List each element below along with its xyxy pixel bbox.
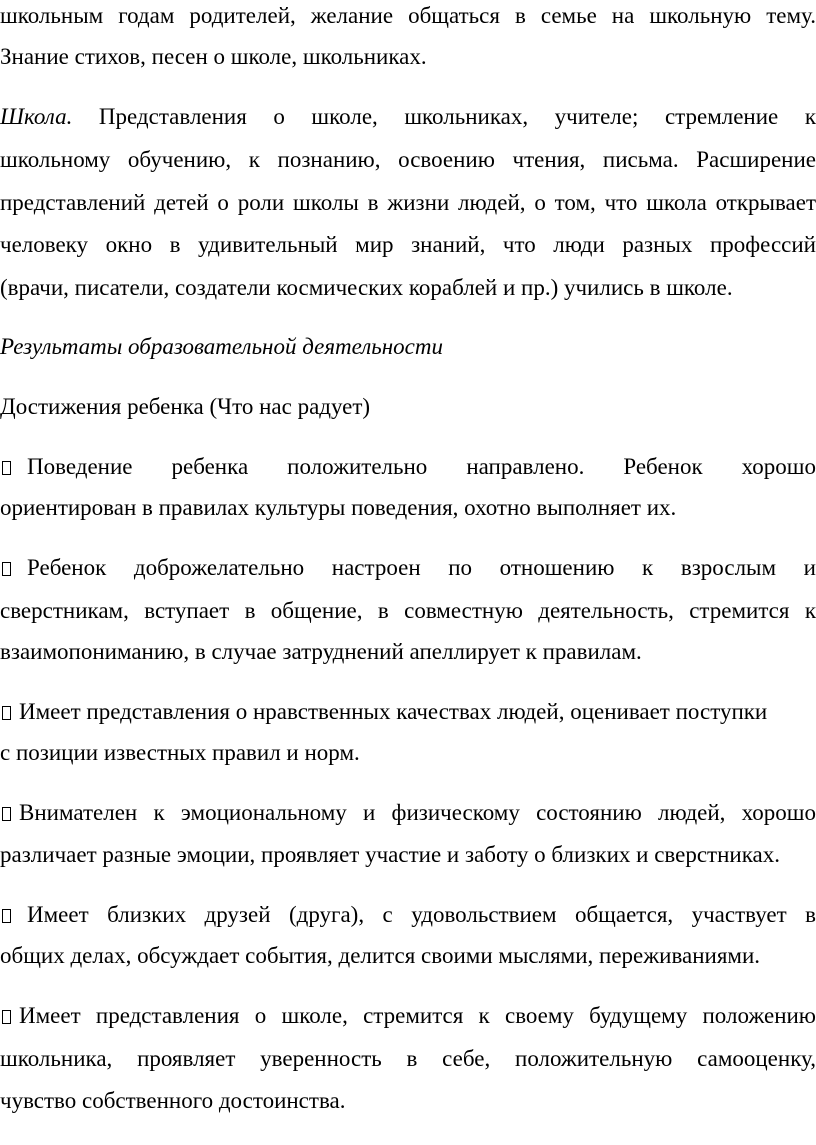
school-paragraph-line: человеку окно в удивительный мир знаний, что люди разных профессий: [0, 232, 816, 257]
bullet-item-5-line: общих делах, обсуждает события, делится своими мыслями, переживаниями.: [0, 943, 761, 968]
school-first-line-text: Представления о школе, школьниках, учителе; стремление к: [72, 104, 816, 129]
empty-square-icon: [2, 562, 11, 576]
bullet-item-2-line: Ребенок доброжелательно настроен по отношению к взрослым и: [0, 554, 816, 582]
bullet-item-6-line: Имеет представления о школе, стремится к своему будущему положению: [0, 1002, 816, 1030]
empty-square-icon: [2, 1010, 11, 1024]
empty-square-icon: [2, 807, 11, 821]
intro-line: Знание стихов, песен о школе, школьниках.: [0, 44, 427, 69]
achievements-heading: Достижения ребенка (Что нас радует): [0, 394, 371, 419]
bullet-item-4-line: различает разные эмоции, проявляет участие и заботу о близких и сверстниках.: [0, 842, 781, 867]
results-heading: Результаты образовательной деятельности: [0, 334, 443, 359]
bullet-item-2-line: взаимопониманию, в случае затруднений апеллирует к правилам.: [0, 639, 642, 664]
school-heading: Школа.: [0, 104, 73, 129]
bullet-item-1-line: ориентирован в правилах культуры поведения, охотно выполняет их.: [0, 495, 677, 520]
bullet-item-1-line: Поведение ребенка положительно направлено. Ребенок хорошо: [0, 453, 816, 481]
school-paragraph-line: школьному обучению, к познанию, освоению чтения, письма. Расширение: [0, 147, 816, 172]
bullet-item-2-line: сверстникам, вступает в общение, в совместную деятельность, стремится к: [0, 598, 816, 623]
empty-square-icon: [2, 461, 11, 475]
bullet-item-3-line: с позиции известных правил и норм.: [0, 740, 360, 765]
bullet-item-6-line: чувство собственного достоинства.: [0, 1088, 346, 1113]
school-paragraph-line: представлений детей о роли школы в жизни людей, о том, что школа открывает: [0, 190, 816, 215]
bullet-item-4-line: Внимателен к эмоциональному и физическому состоянию людей, хорошо: [0, 799, 816, 827]
school-paragraph-first-line: [0, 103, 816, 131]
intro-line: школьным годам родителей, желание общаться в семье на школьную тему.: [0, 3, 816, 28]
bullet-item-3-line: Имеет представления о нравственных качествах людей, оценивает поступки: [0, 698, 816, 726]
bullet-item-6-line: школьника, проявляет уверенность в себе, положительную самооценку,: [0, 1046, 816, 1071]
bullet-item-5-line: Имеет близких друзей (друга), с удовольствием общается, участвует в: [0, 901, 816, 929]
empty-square-icon: [2, 706, 11, 720]
empty-square-icon: [2, 909, 11, 923]
school-paragraph-line: (врачи, писатели, создатели космических кораблей и пр.) учились в школе.: [0, 275, 733, 300]
